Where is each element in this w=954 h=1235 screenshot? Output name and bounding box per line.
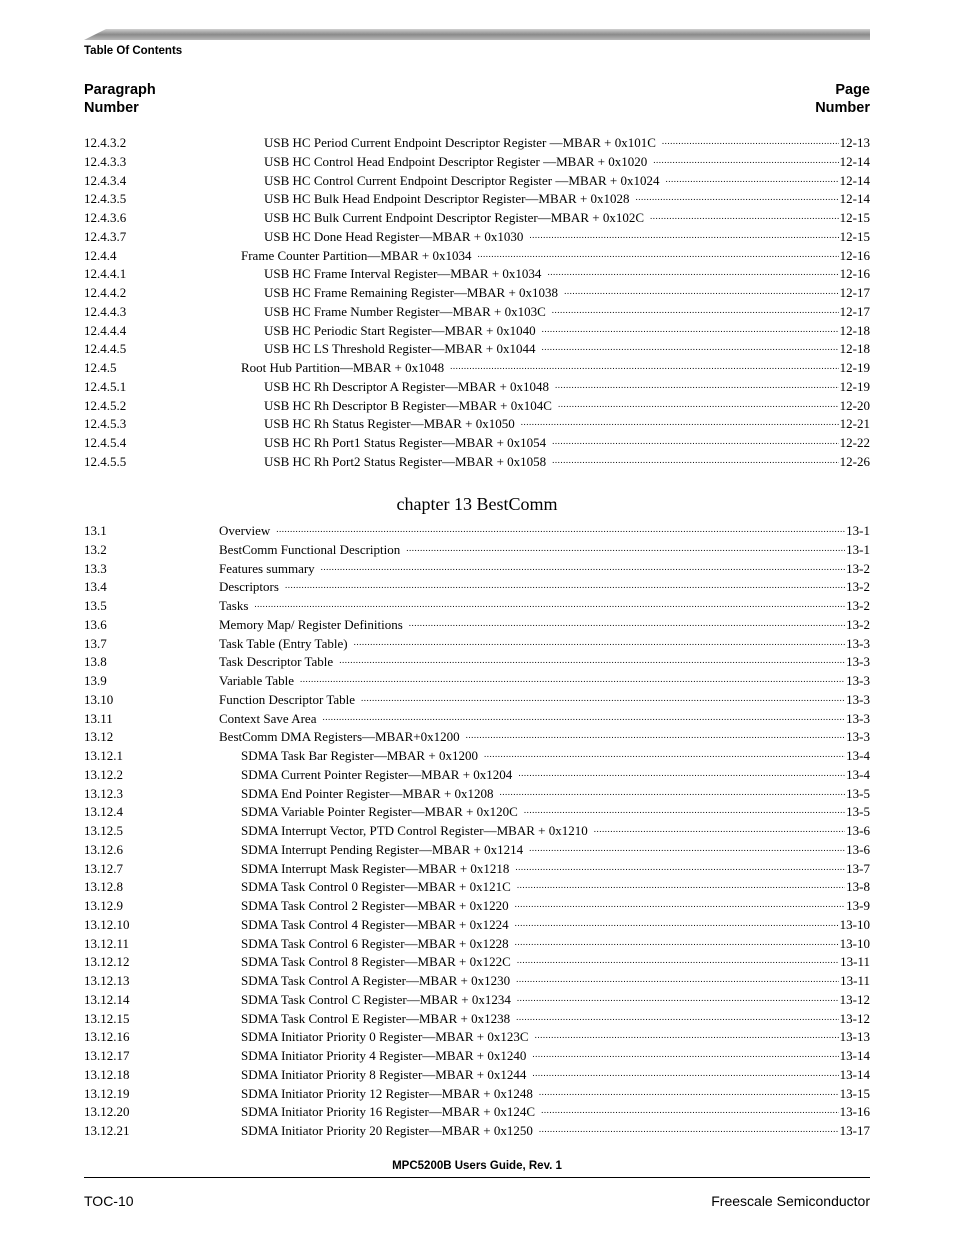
toc-entry-number: 12.4.4 xyxy=(84,247,117,263)
dot-leader xyxy=(516,969,839,989)
dot-leader xyxy=(517,875,845,895)
toc-entry-page: 12-20 xyxy=(839,397,870,413)
toc-entry-page: 12-16 xyxy=(839,247,870,263)
toc-entry-number: 13.12.2 xyxy=(84,766,123,782)
toc-entry-number: 13.12.12 xyxy=(84,954,130,970)
toc-entry-number: 13.10 xyxy=(84,691,114,707)
toc-entry-page: 13-3 xyxy=(846,729,870,745)
toc-entry-number: 13.12.10 xyxy=(84,916,130,932)
toc-entry-page: 13-16 xyxy=(839,1104,870,1120)
toc-entry-title: Variable Table xyxy=(219,673,295,688)
toc-entry-title: USB HC Done Head Register—MBAR + 0x1030 xyxy=(264,228,524,244)
toc-entry-page: 13-3 xyxy=(846,654,870,670)
toc-entry-page: 13-12 xyxy=(839,1010,870,1026)
toc-entry-title: BestComm DMA Registers—MBAR+0x1200 xyxy=(219,729,460,745)
toc-entry-page: 13-4 xyxy=(846,766,870,782)
toc-entry-number: 12.4.3.2 xyxy=(84,135,127,150)
toc-entry-page: 13-7 xyxy=(846,860,870,876)
toc-entry-title: Function Descriptor Table xyxy=(219,691,356,707)
dot-leader xyxy=(517,988,839,1008)
toc-entry-title: SDMA Variable Pointer Register—MBAR + 0x120C xyxy=(241,804,518,820)
dot-leader xyxy=(529,838,845,858)
toc-entry-number: 12.4.3.6 xyxy=(84,210,127,225)
dot-leader xyxy=(254,594,845,614)
dot-leader xyxy=(535,1025,839,1045)
toc-entry-title: SDMA Initiator Priority 20 Register—MBAR + 0x1250 xyxy=(241,1123,533,1138)
dot-leader xyxy=(594,819,845,839)
toc-entry-title: SDMA Task Control A Register—MBAR + 0x1230 xyxy=(241,973,511,988)
toc-entry-number: 13.9 xyxy=(84,673,107,688)
toc-entry-page: 13-5 xyxy=(846,785,870,801)
dot-leader xyxy=(406,538,845,558)
toc-entry-number: 13.3 xyxy=(84,560,107,576)
dot-leader xyxy=(518,763,845,783)
toc-entry-title: SDMA Task Control E Register—MBAR + 0x1238 xyxy=(241,1010,511,1026)
toc-entry-page: 13-14 xyxy=(839,1066,870,1082)
toc-entry-number: 13.12 xyxy=(84,729,114,745)
toc-entry-title: SDMA Interrupt Mask Register—MBAR + 0x1218 xyxy=(241,860,510,876)
dot-leader xyxy=(552,300,839,320)
toc-entry-page: 13-2 xyxy=(846,560,870,576)
toc-entry-page: 13-11 xyxy=(840,954,870,970)
dot-leader xyxy=(666,169,839,189)
toc-entry-title: USB HC Bulk Head Endpoint Descriptor Register—MBAR + 0x1028 xyxy=(264,191,630,207)
dot-leader xyxy=(662,131,839,151)
dot-leader xyxy=(542,319,839,339)
toc-entry[interactable] xyxy=(84,453,870,472)
toc-entry-page: 13-2 xyxy=(846,616,870,632)
toc-entry-title: SDMA Task Control 2 Register—MBAR + 0x1220 xyxy=(241,898,509,913)
toc-entry-title: SDMA Task Control 8 Register—MBAR + 0x122C xyxy=(241,954,511,970)
toc-entry-title: SDMA Initiator Priority 12 Register—MBAR + 0x1248 xyxy=(241,1085,533,1101)
toc-entry-number: 13.7 xyxy=(84,635,107,651)
dot-leader xyxy=(285,575,845,595)
dot-leader xyxy=(532,1063,838,1083)
dot-leader xyxy=(521,412,839,432)
dot-leader xyxy=(515,894,846,914)
toc-entry-page: 12-22 xyxy=(839,435,870,450)
dot-leader xyxy=(541,337,838,357)
toc-entry-title: Tasks xyxy=(219,598,249,613)
toc-entry-page: 13-15 xyxy=(839,1085,870,1101)
dot-leader xyxy=(339,650,845,670)
toc-entry-title: BestComm Functional Description xyxy=(219,541,401,557)
toc-entry-body xyxy=(241,1122,870,1142)
toc-entry-page: 13-2 xyxy=(846,579,870,595)
toc-entry-number: 12.4.4.4 xyxy=(84,322,127,338)
toc-entry-number: 13.2 xyxy=(84,541,107,557)
toc-entry-page: 12-17 xyxy=(839,285,870,300)
toc-entry-title: USB HC Rh Descriptor B Register—MBAR + 0x104C xyxy=(264,397,552,413)
toc-entry-title: Task Table (Entry Table) xyxy=(219,635,348,651)
toc-entry-page: 12-26 xyxy=(839,453,870,469)
footer-company: Freescale Semiconductor xyxy=(711,1193,870,1209)
toc-entry-number: 12.4.5 xyxy=(84,360,117,375)
dot-leader xyxy=(515,932,839,952)
toc-entry[interactable] xyxy=(84,1122,870,1141)
toc-entry-number: 12.4.5.5 xyxy=(84,453,127,469)
dot-leader xyxy=(552,431,838,451)
toc-entry-title: SDMA End Pointer Register—MBAR + 0x1208 xyxy=(241,785,494,801)
toc-entry-page: 12-17 xyxy=(839,303,870,319)
toc-entry-number: 12.4.3.4 xyxy=(84,172,127,188)
paragraph-heading-line-2: Number xyxy=(84,100,139,116)
toc-entry-page: 12-19 xyxy=(839,378,870,394)
toc-entry-page: 13-5 xyxy=(846,804,870,820)
toc-entry-number: 13.6 xyxy=(84,616,107,632)
toc-entry-title: USB HC Periodic Start Register—MBAR + 0x1040 xyxy=(264,322,536,338)
toc-entry-number: 13.12.19 xyxy=(84,1085,130,1101)
toc-entry-number: 13.5 xyxy=(84,598,107,613)
page-heading-line-2: Number xyxy=(815,100,870,116)
toc-entry-number: 12.4.4.5 xyxy=(84,341,127,357)
toc-entry-number: 12.4.4.2 xyxy=(84,285,127,300)
toc-entry-title: Root Hub Partition—MBAR + 0x1048 xyxy=(241,360,445,375)
toc-entry-title: SDMA Current Pointer Register—MBAR + 0x1204 xyxy=(241,766,513,782)
toc-entry-page: 13-1 xyxy=(846,541,870,557)
toc-entry-body xyxy=(264,453,870,473)
toc-entry-number: 13.12.14 xyxy=(84,991,130,1007)
toc-entry-title: Context Save Area xyxy=(219,710,317,726)
toc-entry-number: 12.4.5.3 xyxy=(84,416,127,432)
toc-entry-number: 12.4.5.4 xyxy=(84,435,127,450)
dot-leader xyxy=(322,707,845,727)
toc-entry-number: 12.4.4.1 xyxy=(84,266,127,282)
toc-entry-number: 13.12.5 xyxy=(84,823,123,838)
toc-entry-title: USB HC Control Current Endpoint Descriptor Register —MBAR + 0x1024 xyxy=(264,172,660,188)
toc-entry-title: USB HC Frame Number Register—MBAR + 0x103C xyxy=(264,303,546,319)
toc-entry-title: USB HC Frame Interval Register—MBAR + 0x1034 xyxy=(264,266,542,282)
dot-leader xyxy=(361,688,845,708)
toc-entry-title: SDMA Task Control C Register—MBAR + 0x1234 xyxy=(241,991,511,1007)
toc-entry-page: 13-13 xyxy=(839,1029,870,1045)
toc-entry-title: SDMA Initiator Priority 16 Register—MBAR + 0x124C xyxy=(241,1104,536,1120)
toc-entry-title: USB HC Rh Status Register—MBAR + 0x1050 xyxy=(264,416,515,432)
toc-entry-title: SDMA Task Control 4 Register—MBAR + 0x1224 xyxy=(241,916,509,932)
toc-entry-title: Overview xyxy=(219,523,271,538)
toc-entry-title: SDMA Interrupt Vector, PTD Control Register—MBAR + 0x1210 xyxy=(241,823,588,838)
toc-entry-title: Descriptors xyxy=(219,579,279,595)
dot-leader xyxy=(539,1082,839,1102)
dot-leader xyxy=(409,613,845,633)
footer-page-label: TOC-10 xyxy=(84,1193,134,1209)
toc-entry-title: Features summary xyxy=(219,560,315,576)
toc-entry-number: 13.12.20 xyxy=(84,1104,130,1120)
toc-entry-title: USB HC LS Threshold Register—MBAR + 0x1044 xyxy=(264,341,536,357)
dot-leader xyxy=(558,394,839,414)
toc-entry-number: 12.4.5.1 xyxy=(84,378,127,394)
toc-entry-number: 13.12.18 xyxy=(84,1066,130,1082)
dot-leader xyxy=(466,725,846,745)
toc-entry-page: 12-21 xyxy=(839,416,870,432)
dot-leader xyxy=(555,375,839,395)
dot-leader xyxy=(515,913,839,933)
toc-entry-page: 13-4 xyxy=(846,748,870,763)
toc-entry-page: 12-14 xyxy=(839,153,870,169)
dot-leader xyxy=(552,450,838,470)
toc-entry-title: SDMA Task Control 6 Register—MBAR + 0x1228 xyxy=(241,935,509,951)
toc-entry-title: SDMA Interrupt Pending Register—MBAR + 0x1214 xyxy=(241,841,524,857)
toc-entry-page: 12-15 xyxy=(839,210,870,225)
toc-entry-title: USB HC Rh Port1 Status Register—MBAR + 0x1054 xyxy=(264,435,547,450)
toc-section-12 xyxy=(84,134,870,472)
dot-leader xyxy=(516,1007,839,1027)
dot-leader xyxy=(650,206,839,226)
toc-entry-title: USB HC Rh Port2 Status Register—MBAR + 0x1058 xyxy=(264,453,547,469)
toc-entry-number: 13.12.16 xyxy=(84,1029,130,1045)
toc-entry-page: 13-6 xyxy=(846,841,870,857)
toc-entry-page: 12-13 xyxy=(839,135,870,150)
toc-entry-number: 13.12.1 xyxy=(84,748,123,763)
page-number-heading xyxy=(815,81,870,117)
toc-entry-page: 12-18 xyxy=(839,341,870,357)
dot-leader xyxy=(539,1119,839,1139)
paragraph-number-heading xyxy=(84,81,156,117)
toc-entry-page: 12-14 xyxy=(839,191,870,207)
toc-entry-page: 13-1 xyxy=(846,523,870,538)
dot-leader xyxy=(500,782,846,802)
toc-entry-page: 12-16 xyxy=(839,266,870,282)
toc-entry-number: 13.8 xyxy=(84,654,107,670)
dot-leader xyxy=(517,950,839,970)
toc-entry-number: 12.4.3.5 xyxy=(84,191,127,207)
paragraph-heading-line-1: Paragraph xyxy=(84,82,156,98)
toc-entry-number: 13.1 xyxy=(84,523,107,538)
toc-entry-number: 13.12.7 xyxy=(84,860,123,876)
toc-section-13 xyxy=(84,522,870,1141)
footer-guide-title: MPC5200B Users Guide, Rev. 1 xyxy=(392,1160,562,1172)
dot-leader xyxy=(547,262,838,282)
running-header: Table Of Contents xyxy=(84,45,183,57)
toc-entry-number: 13.12.4 xyxy=(84,804,123,820)
toc-entry-page: 13-9 xyxy=(846,898,870,913)
dot-leader xyxy=(636,187,839,207)
toc-entry-number: 12.4.5.2 xyxy=(84,397,127,413)
toc-entry-page: 13-11 xyxy=(840,973,870,988)
dot-leader xyxy=(532,1044,838,1064)
header-bar xyxy=(84,29,870,40)
toc-entry-number: 13.12.3 xyxy=(84,785,123,801)
toc-entry-number: 13.12.17 xyxy=(84,1048,130,1063)
toc-entry-number: 13.12.11 xyxy=(84,935,130,951)
dot-leader xyxy=(564,281,839,301)
toc-entry-title: SDMA Initiator Priority 4 Register—MBAR + 0x1240 xyxy=(241,1048,527,1063)
toc-entry-page: 13-3 xyxy=(846,635,870,651)
toc-entry-page: 13-8 xyxy=(846,879,870,895)
toc-entry-page: 12-18 xyxy=(839,322,870,338)
dot-leader xyxy=(276,519,845,539)
toc-entry-title: SDMA Task Bar Register—MBAR + 0x1200 xyxy=(241,748,478,763)
toc-entry-title: Frame Counter Partition—MBAR + 0x1034 xyxy=(241,247,472,263)
toc-entry-title: SDMA Task Control 0 Register—MBAR + 0x121C xyxy=(241,879,511,895)
toc-entry-title: Memory Map/ Register Definitions xyxy=(219,616,403,632)
toc-entry-page: 13-12 xyxy=(839,991,870,1007)
toc-entry-page: 13-3 xyxy=(846,691,870,707)
toc-entry-title: SDMA Initiator Priority 0 Register—MBAR + 0x123C xyxy=(241,1029,529,1045)
toc-entry-page: 12-15 xyxy=(839,228,870,244)
page-heading-line-1: Page xyxy=(835,82,870,98)
toc-entry-title: USB HC Rh Descriptor A Register—MBAR + 0x1048 xyxy=(264,378,550,394)
toc-entry-number: 13.12.13 xyxy=(84,973,130,988)
dot-leader xyxy=(515,857,845,877)
dot-leader xyxy=(529,225,838,245)
toc-entry-page: 13-3 xyxy=(846,673,870,688)
toc-entry-number: 13.12.8 xyxy=(84,879,123,895)
toc-entry-page: 13-10 xyxy=(839,935,870,951)
toc-entry-number: 12.4.4.3 xyxy=(84,303,127,319)
dot-leader xyxy=(484,744,845,764)
dot-leader xyxy=(300,669,845,689)
toc-entry-number: 13.12.21 xyxy=(84,1123,130,1138)
toc-entry-page: 13-17 xyxy=(839,1123,870,1138)
toc-entry-number: 12.4.3.7 xyxy=(84,228,127,244)
toc-entry-page: 13-14 xyxy=(839,1048,870,1063)
toc-entry-number: 13.12.15 xyxy=(84,1010,130,1026)
toc-entry-title: USB HC Frame Remaining Register—MBAR + 0x1038 xyxy=(264,285,559,300)
toc-entry-title: USB HC Bulk Current Endpoint Descriptor Register—MBAR + 0x102C xyxy=(264,210,644,225)
dot-leader xyxy=(478,244,839,264)
dot-leader xyxy=(450,356,839,376)
toc-entry-number: 13.4 xyxy=(84,579,107,595)
toc-entry-number: 13.12.6 xyxy=(84,841,123,857)
dot-leader xyxy=(321,557,845,577)
toc-entry-number: 13.12.9 xyxy=(84,898,123,913)
dot-leader xyxy=(354,632,846,652)
dot-leader xyxy=(524,800,845,820)
footer-divider xyxy=(84,1177,870,1178)
toc-entry-page: 13-2 xyxy=(846,598,870,613)
toc-entry-title: USB HC Period Current Endpoint Descriptor Register —MBAR + 0x101C xyxy=(264,135,656,150)
toc-entry-page: 13-10 xyxy=(839,916,870,932)
toc-entry-title: USB HC Control Head Endpoint Descriptor Register —MBAR + 0x1020 xyxy=(264,153,648,169)
toc-entry-page: 13-3 xyxy=(846,710,870,726)
chapter-title: chapter 13 BestComm xyxy=(396,494,558,514)
toc-entry-title: Task Descriptor Table xyxy=(219,654,334,670)
dot-leader xyxy=(653,150,838,170)
toc-entry-page: 13-6 xyxy=(846,823,870,838)
toc-entry-title: SDMA Initiator Priority 8 Register—MBAR + 0x1244 xyxy=(241,1066,527,1082)
toc-entry-page: 12-19 xyxy=(839,360,870,375)
toc-entry-number: 13.11 xyxy=(84,710,113,726)
dot-leader xyxy=(541,1100,839,1120)
toc-entry-page: 12-14 xyxy=(839,172,870,188)
toc-entry-number: 12.4.3.3 xyxy=(84,153,127,169)
